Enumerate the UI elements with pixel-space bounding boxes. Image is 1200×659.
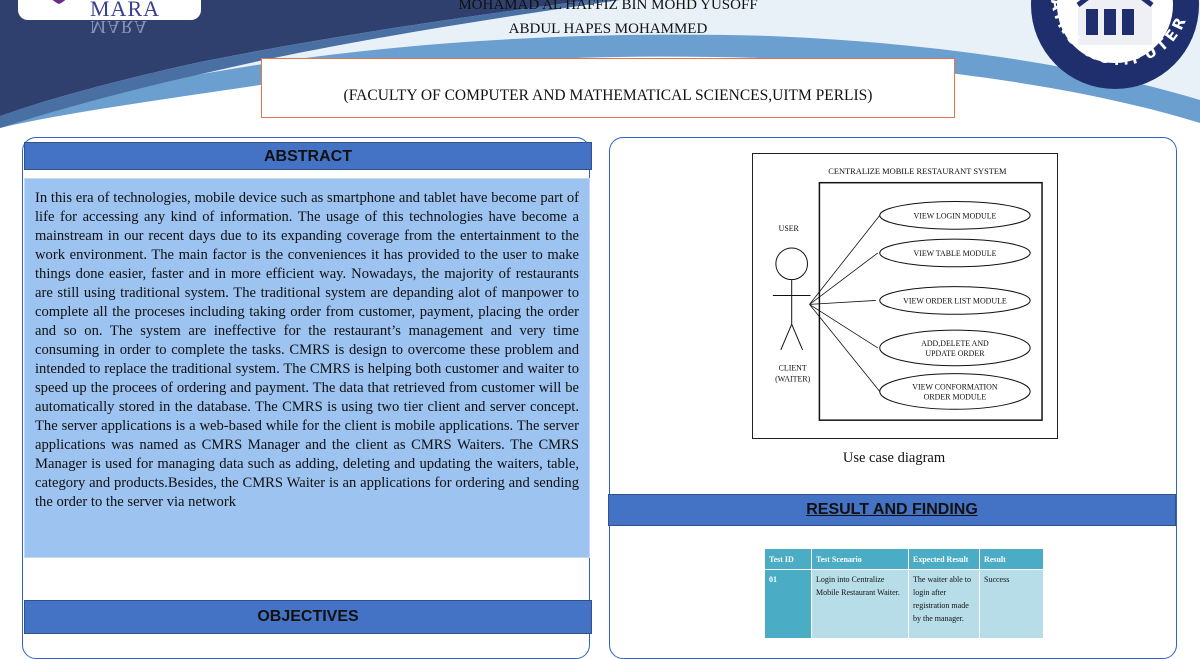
use-case-label: ADD,DELETE AND xyxy=(921,338,989,348)
objectives-title: OBJECTIVES xyxy=(24,600,592,634)
cell-expected-result: The waiter able to login after registration made by the manager. xyxy=(909,570,980,639)
use-case-label: VIEW CONFORMATION xyxy=(912,382,998,392)
actor-label-waiter: (WAITER) xyxy=(775,374,811,384)
cell-test-scenario: Login into Centralize Mobile Restaurant Waiter. xyxy=(812,570,909,639)
col-header-result: Result xyxy=(980,549,1044,570)
use-case-label: VIEW LOGIN MODULE xyxy=(913,211,997,221)
use-case-label: VIEW ORDER LIST MODULE xyxy=(903,296,1007,306)
logo-text-reflection: MARA xyxy=(90,17,149,37)
diagram-caption: Use case diagram xyxy=(842,450,946,466)
use-cases xyxy=(880,201,1030,409)
use-case-diagram xyxy=(752,153,1058,439)
logo-text: MARA xyxy=(90,0,161,21)
logo-emblem-icon xyxy=(38,0,80,6)
col-header-expected-result: Expected Result xyxy=(909,549,980,570)
col-header-test-scenario: Test Scenario xyxy=(812,549,909,570)
diagram-title: CENTRALIZE MOBILE RESTAURANT SYSTEM xyxy=(828,166,1007,176)
seal-text: AINS KOMPUTER xyxy=(1047,0,1192,70)
actor-label-client: CLIENT xyxy=(778,363,807,373)
actor-label-user: USER xyxy=(778,224,799,234)
abstract-text: In this era of technologies, mobile device such as smartphone and tablet have become part of life for accessing any kind of information. The usage of this technologies have become a mainstream in our recent days due to its expanding coverage from the entertainment to the work environment. The main factor is the conveniences it has provided to the user to make things done easier, faster and in more efficient way. Nowadays, the majority of restaurants are still using traditional system. The traditional system are depanding alot of manpower to complete all the proceses including taking order from customer, payment, placing the order and so on. The system are ineffective for the restaurant’s management and very time consuming in order to complete the tasks. CMRS is design to overcome these problem and intended to replace the traditional system. The CMRS is helping both customer and waiter to speed up the procees of ordering and payment. The data that retrieved from customer will be automatically stored in the database. The CMRS is using two tier client and server concept. The server applications is a web-based while for the client is mobile applications. The server applications was named as CMRS Manager and the client as CMRS Waiters. The CMRS Manager is used for managing data such as adding, deleting and updating the waiters, table, category and products.Besides, the CMRS Waiter is an applications for ordering and sending the order to the server via network xyxy=(35,190,579,510)
use-case-label: ORDER MODULE xyxy=(923,392,987,402)
col-header-test-id: Test ID xyxy=(765,549,812,570)
result-title: RESULT AND FINDING xyxy=(608,494,1176,526)
author-2: ABDUL HAPES MOHAMMED xyxy=(508,21,708,37)
use-case-label: UPDATE ORDER xyxy=(925,348,985,358)
faculty-text: (FACULTY OF COMPUTER AND MATHEMATICAL SCIENCES,UITM PERLIS) xyxy=(343,87,873,104)
use-case-label: VIEW TABLE MODULE xyxy=(913,248,997,258)
abstract-title: ABSTRACT xyxy=(24,142,592,170)
results-table xyxy=(764,548,1044,639)
faculty-seal-icon xyxy=(1030,0,1200,95)
actor-stick-figure-icon xyxy=(773,248,811,350)
cell-test-id: 01 xyxy=(765,570,812,639)
table-row xyxy=(765,570,1044,639)
author-1: MOHAMAD AL HAFFIZ BIN MOHD YUSOFF xyxy=(458,0,758,13)
faculty-box xyxy=(261,58,955,118)
abstract-body xyxy=(24,178,590,558)
cell-result: Success xyxy=(980,570,1044,639)
